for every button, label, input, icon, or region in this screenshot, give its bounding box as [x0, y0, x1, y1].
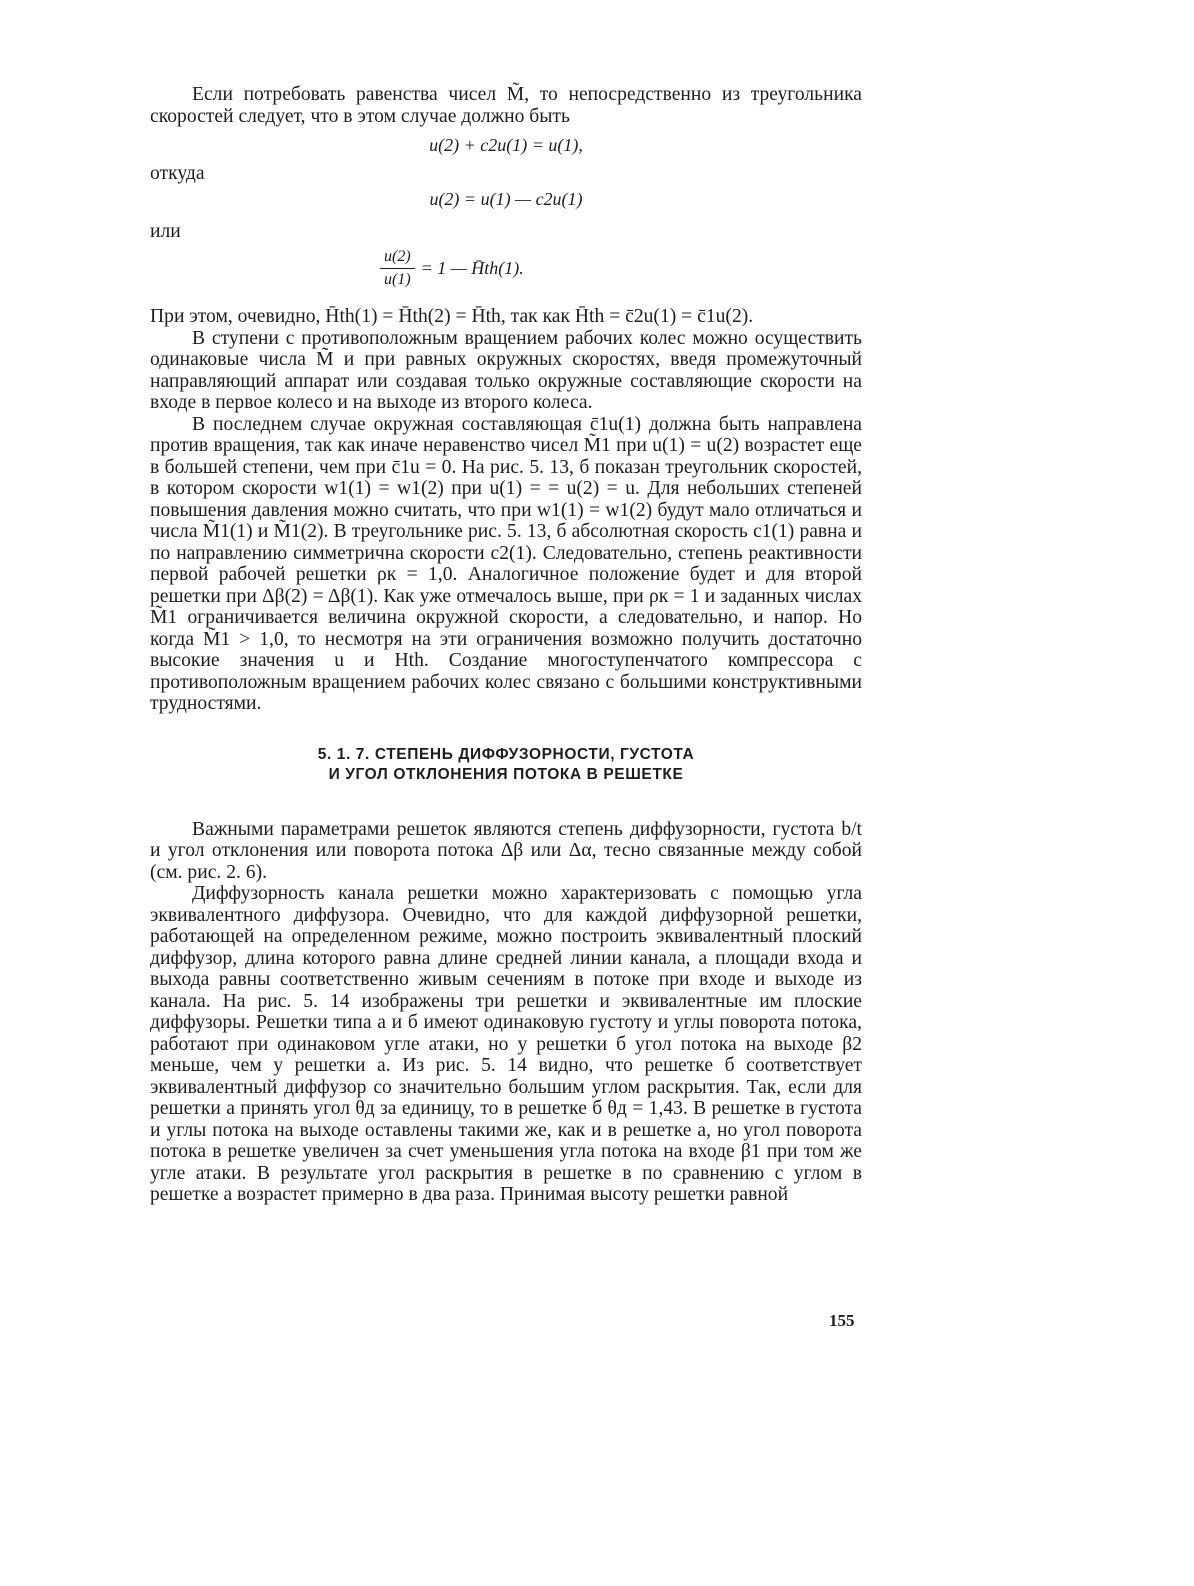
equation-row-1	[150, 127, 862, 163]
paragraph-v-poslednem: В последнем случае окружная составляющая c̄1u(1) должна быть направлена против вращения, так как иначе неравенство чисел M̃1 при u(1) = u(2) возрастет еще в большей степени, чем при c̄1u = 0. На рис. 5. 13, б показан треугольник скоростей, в котором скорости w1(1) = w1(2) при u(1) = = u(2) = u. Для небольших степеней повышения давления можно считать, что при w1(1) = w1(2) будут мало отличаться и числа M̃1(1) и M̃1(2). В треугольнике рис. 5. 13, б абсолютная скорость c1(1) равна и по направлению симметрична скорости c2(1). Следовательно, степень реактивности первой рабочей решетки ρк = 1,0. Аналогичное положение будет и для второй решетки при Δβ(2) = Δβ(1). Как уже отмечалось выше, при ρк = 1 и заданных числах M̃1 ограничивается величина окружной скорости, а следовательно, и напор. Но когда M̃1 > 1,0, то несмотря на эти ограничения возможно получить достаточно высокие значения u и Hth. Создание многоступенчатого компрессора с противоположным вращением рабочих колес связано с большими конструктивными трудностями.	[150, 413, 862, 714]
equation-row-3	[150, 242, 862, 306]
word-ili: или	[150, 220, 181, 242]
fraction-denominator: u(1)	[384, 271, 411, 288]
page-body	[150, 84, 862, 1206]
equation-row-2	[150, 185, 862, 221]
equation-2: u(2) = u(1) — c2u(1)	[429, 188, 583, 209]
paragraph-vazhnymi: Важными параметрами решеток являются степень диффузорности, густота b/t и угол отклонения или поворота потока Δβ или Δα, тесно связанные между собой (см. рис. 2. 6).	[150, 818, 862, 883]
equation-3-rest: = 1 — H̄th(1).	[420, 257, 524, 278]
section-heading	[150, 745, 862, 785]
word-otkuda: откуда	[150, 163, 205, 184]
fraction	[380, 246, 415, 291]
fraction-numerator: u(2)	[380, 246, 415, 269]
paragraph-v-stupeni: В ступени с противоположным вращением рабочих колес можно осуществить одинаковые числа M̃ и при равных окружных скоростях, введя промежуточный направляющий аппарат или создавая только окружные составляющие скорости на входе в первое колесо и на выходе из второго колеса.	[150, 327, 862, 413]
paragraph-diffuzornost: Диффузорность канала решетки можно характеризовать с помощью угла эквивалентного диффузора. Очевидно, что для каждой диффузорной решетки, работающей на определенном режиме, можно построить эквивалентный плоский диффузор, длина которого равна длине средней линии канала, а площади входа и выхода равны соответственно живым сечениям в потоке при входе и выходе из канала. На рис. 5. 14 изображены три решетки и эквивалентные им плоские диффузоры. Решетки типа а и б имеют одинаковую густоту и углы поворота потока, работают при одинаковом угле атаки, но у решетки б угол потока на выходе β2 меньше, чем у решетки а. Из рис. 5. 14 видно, что решетке б соответствует эквивалентный диффузор со значительно большим углом раскрытия. Так, если для решетки а принять угол θд за единицу, то в решетке б θд = 1,43. В решетке в густота и углы потока на выходе оставлены такими же, как и в решетке а, но угол поворота потока в решетке увеличен за счет уменьшения угла потока на входе β1 при том же угле атаки. В результате угол раскрытия в решетке в по сравнению с углом в решетке а возрастет примерно в два раза. Принимая высоту решетки равной	[150, 883, 862, 1205]
equation-3	[380, 246, 524, 291]
paragraph-intro: Если потребовать равенства чисел M̃, то непосредственно из треугольника скоростей следует, что в этом случае должно быть	[150, 84, 862, 127]
paragraph-pri-etom: При этом, очевидно, H̄th(1) = H̄th(2) = H̄th, так как H̄th = c̄2u(1) = c̄1u(2).	[150, 306, 754, 327]
section-heading-line-1: 5. 1. 7. СТЕПЕНЬ ДИФФУЗОРНОСТИ, ГУСТОТА	[317, 745, 695, 763]
page-number: 155	[829, 1311, 855, 1330]
equation-1: u(2) + c2u(1) = u(1),	[429, 135, 583, 155]
section-heading-line-2: И УГОЛ ОТКЛОНЕНИЯ ПОТОКА В РЕШЕТКЕ	[328, 765, 684, 783]
